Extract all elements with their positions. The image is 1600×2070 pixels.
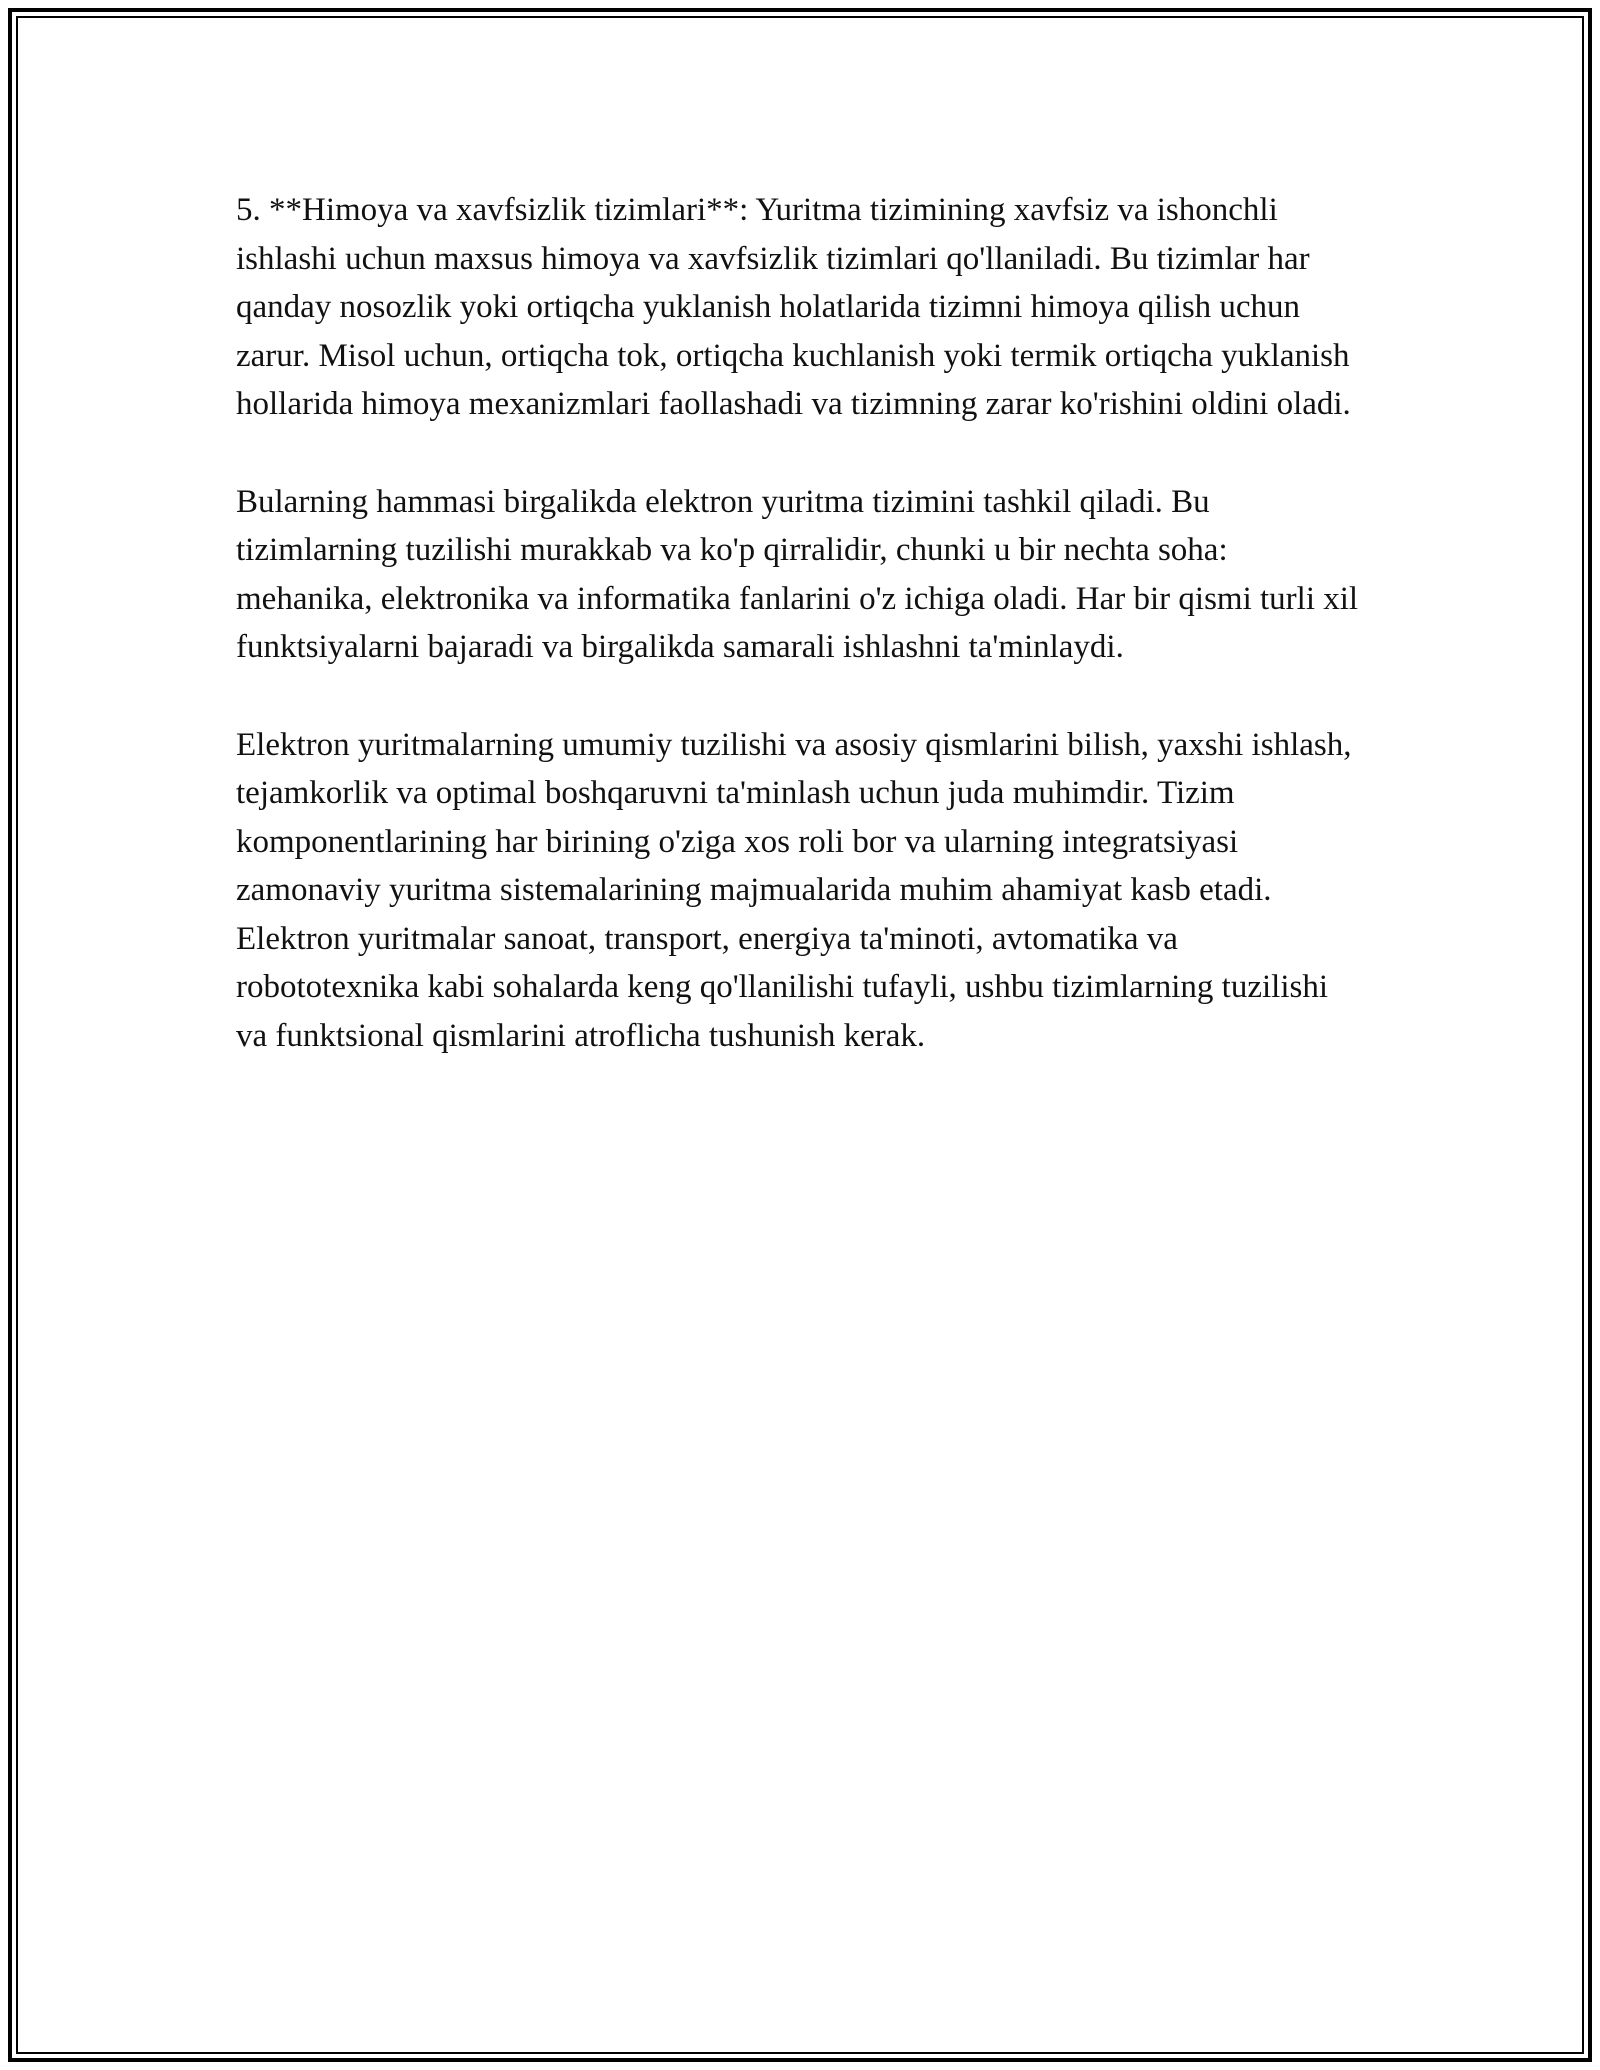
document-body (236, 186, 1366, 1109)
paragraph-protection-systems: 5. **Himoya va xavfsizlik tizimlari**: Yuritma tizimining xavfsiz va ishonchli ishlashi uchun maxsus himoya va xavfsizlik tizimlari qo'llaniladi. Bu tizimlar har qanday nosozlik yoki ortiqcha yuklanish holatlarida tizimni himoya qilish uchun zarur. Misol uchun, ortiqcha tok, ortiqcha kuchlanish yoki termik ortiqcha yuklanish hollarida himoya mexanizmlari faollashadi va tizimning zarar ko'rishini oldini oladi. (236, 192, 1351, 422)
paragraph-conclusion: Elektron yuritmalarning umumiy tuzilishi va asosiy qismlarini bilish, yaxshi ishlash, tejamkorlik va optimal boshqaruvni ta'minlash uchun juda muhimdir. Tizim komponentlarining har birining o'ziga xos roli bor va ularning integratsiyasi zamonaviy yuritma sistemalarining majmualarida muhim ahamiyat kasb etadi. Elektron yuritmalar sanoat, transport, energiya ta'minoti, avtomatika va robototexnika kabi sohalarda keng qo'llanilishi tufayli, ushbu tizimlarning tuzilishi va funktsional qismlarini atroflicha tushunish kerak. (236, 726, 1352, 1054)
paragraph-system-structure: Bularning hammasi birgalikda elektron yuritma tizimini tashkil qiladi. Bu tizimlarning tuzilishi murakkab va ko'p qirralidir, chunki u bir nechta soha: mehanika, elektronika va informatika fanlarini o'z ichiga oladi. Har bir qismi turli xil funktsiyalarni bajaradi va birgalikda samarali ishlashni ta'minlaydi. (236, 483, 1359, 665)
